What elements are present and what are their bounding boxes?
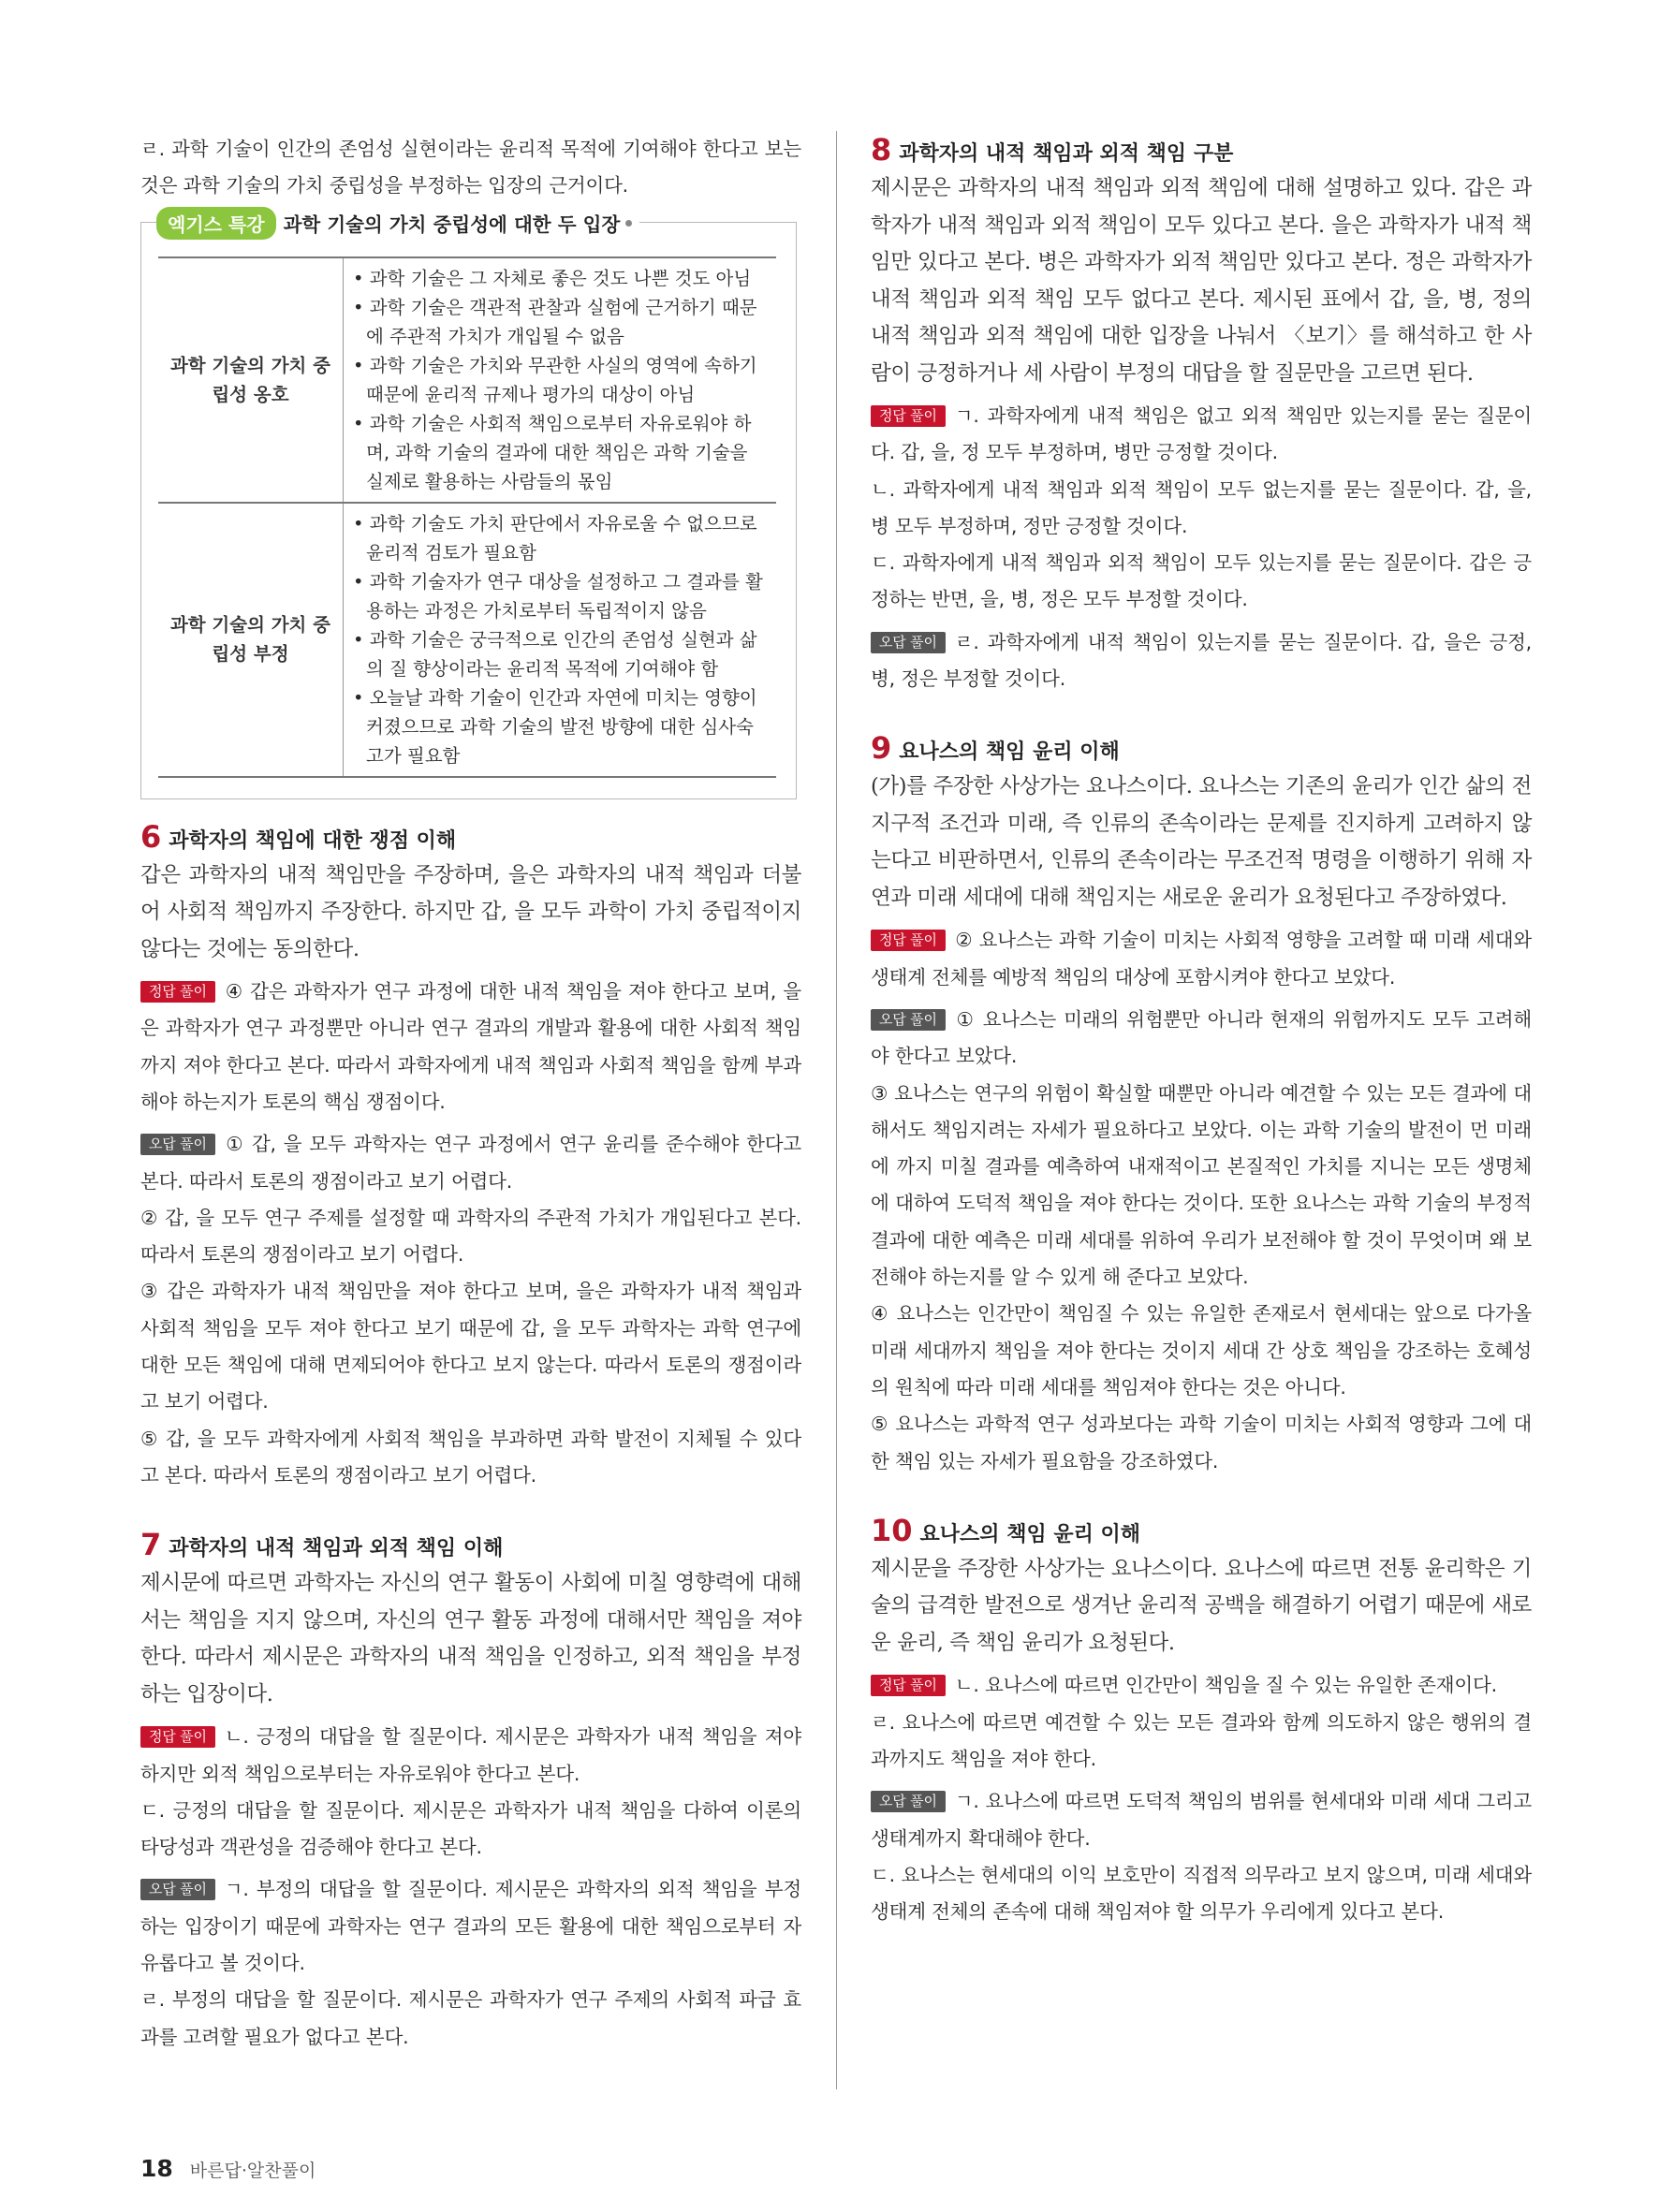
- list-item: • 과학 기술은 객관적 관찰과 실험에 근거하기 때문에 주관적 가치가 개입될 수 없음: [353, 296, 757, 347]
- q6-heading: [140, 818, 801, 856]
- q7-number: 7: [140, 1527, 162, 1563]
- q8-body: 제시문은 과학자의 내적 책임과 외적 책임에 대해 설명하고 있다. 갑은 과학자가 내적 책임과 외적 책임이 모두 있다고 본다. 을은 과학자가 내적 책임만 있다고 본다. 병은 과학자가 외적 책임만 있다고 본다. 정은 과학자가 내적 책임과 외적 책임 모두 없다고 본다. 제시된 표에서 갑, 을, 병, 정의 내적 책임과 외적 책임에 대한 입장을 나눠서 〈보기〉를 해석하고 한 사람이 긍정하거나 세 사람이 부정의 대답을 할 질문만을 고르면 된다.: [871, 176, 1532, 386]
- q8-title: 과학자의 내적 책임과 외적 책임 구분: [899, 142, 1234, 166]
- wrong-badge: 오답 풀이: [871, 1791, 946, 1812]
- q6-number: 6: [140, 818, 162, 855]
- q9-title: 요나스의 책임 윤리 이해: [899, 740, 1120, 765]
- list-item: • 과학 기술은 궁극적으로 인간의 존엄성 실현과 삶의 질 향상이라는 윤리적 목적에 기여해야 함: [353, 628, 757, 680]
- q10-correct: [871, 1667, 1532, 1704]
- q9-wrong-item: ⑤ 요나스는 과학적 연구 성과보다는 과학 기술이 미치는 사회적 영향과 그에 대한 책임 있는 자세가 필요함을 강조하였다.: [871, 1413, 1532, 1472]
- list-item: • 과학 기술은 그 자체로 좋은 것도 나쁜 것도 아님: [353, 267, 752, 289]
- page-footer: [140, 2155, 316, 2182]
- list-item: • 과학 기술도 가치 판단에서 자유로울 수 없으므로 윤리적 검토가 필요함: [353, 512, 757, 564]
- extra-lecture-title: 과학 기술의 가치 중립성에 대한 두 입장: [283, 213, 621, 237]
- q10-body: 제시문을 주장한 사상가는 요나스이다. 요나스에 따르면 전통 윤리학은 기술의 급격한 발전으로 생겨난 윤리적 공백을 해결하기 어렵기 때문에 새로운 윤리, 즉 책임 윤리가 요청된다.: [871, 1556, 1532, 1655]
- left-column: [140, 131, 801, 2056]
- table-row: [158, 257, 776, 503]
- q6-correct-text: ④ 갑은 과학자가 연구 과정에 대한 내적 책임을 져야 한다고 보며, 을은 과학자가 연구 과정뿐만 아니라 연구 결과의 개발과 활용에 대한 사회적 책임까지 져야 한다고 본다. 따라서 과학자에게 내적 책임과 사회적 책임을 함께 부과해야 하는지가 토론의 핵심 쟁점이다.: [140, 980, 801, 1113]
- wrong-badge: 오답 풀이: [871, 1009, 946, 1031]
- list-item: • 오늘날 과학 기술이 인간과 자연에 미치는 영향이 커졌으므로 과학 기술의 발전 방향에 대한 심사숙고가 필요함: [353, 686, 757, 767]
- q6-wrong: [140, 1126, 801, 1200]
- q9-correct: [871, 922, 1532, 996]
- spacer: [871, 1480, 1532, 1512]
- q8-correct-text: ㄱ. 과학자에게 내적 책임은 없고 외적 책임만 있는지를 묻는 질문이다. 갑, 을, 정 모두 부정하며, 병만 긍정할 것이다.: [871, 404, 1532, 464]
- extra-lecture-header: [156, 207, 639, 240]
- q6-title: 과학자의 책임에 대한 쟁점 이해: [169, 828, 457, 853]
- q8-correct: [871, 398, 1532, 472]
- right-column: [871, 131, 1532, 1930]
- q8-number: 8: [871, 132, 892, 168]
- q7-wrong-text: ㄱ. 부정의 대답을 할 질문이다. 제시문은 과학자의 외적 책임을 부정하는 입장이기 때문에 과학자는 연구 결과의 모든 활용에 대한 책임으로부터 자유롭다고 볼 것이다.: [140, 1878, 801, 1975]
- extra-lecture-badge: 엑기스 특강: [156, 207, 276, 240]
- q8-heading: [871, 131, 1532, 168]
- q9-wrong-item: ④ 요나스는 인간만이 책임질 수 있는 유일한 존재로서 현세대는 앞으로 다가올 미래 세대까지 책임을 져야 한다는 것이지 세대 간 상호 책임을 강조하는 호혜성의 원칙에 따라 미래 세대를 책임져야 한다는 것은 아니다.: [871, 1302, 1532, 1399]
- q9-body: (가)를 주장한 사상가는 요나스이다. 요나스는 기존의 윤리가 인간 삶의 전 지구적 조건과 미래, 즉 인류의 존속이라는 문제를 진지하게 고려하지 않는다고 비판하면서, 인류의 존속이라는 무조건적 명령을 이행하기 위해 자연과 미래 세대에 대해 책임지는 새로운 윤리가 요청된다고 주장하였다.: [871, 774, 1532, 910]
- q8-wrong-text: ㄹ. 과학자에게 내적 책임이 있는지를 묻는 질문이다. 갑, 을은 긍정, 병, 정은 부정할 것이다.: [871, 630, 1532, 691]
- q9-wrong: [871, 1002, 1532, 1076]
- correct-badge: 정답 풀이: [871, 1675, 946, 1696]
- correct-badge: 정답 풀이: [140, 981, 215, 1003]
- column-divider: [836, 131, 837, 2089]
- q10-correct-text: ㄴ. 요나스에 따르면 인간만이 책임을 질 수 있는 유일한 존재이다.: [954, 1674, 1497, 1697]
- row-items: [344, 257, 777, 503]
- wrong-badge: 오답 풀이: [140, 1879, 215, 1900]
- q6-body: 갑은 과학자의 내적 책임만을 주장하며, 을은 과학자의 내적 책임과 더불어 사회적 책임까지 주장한다. 하지만 갑, 을 모두 과학이 가치 중립적이지 않다는 것에는 동의한다.: [140, 862, 801, 961]
- row-label: 과학 기술의 가치 중립성 옹호: [158, 257, 344, 503]
- q7-correct-text: ㄴ. 긍정의 대답을 할 질문이다. 제시문은 과학자가 내적 책임을 져야 하지만 외적 책임으로부터는 자유로워야 한다고 본다.: [140, 1725, 801, 1785]
- list-item: • 과학 기술은 사회적 책임으로부터 자유로워야 하며, 과학 기술의 결과에 대한 책임은 과학 기술을 실제로 활용하는 사람들의 몫임: [353, 412, 752, 492]
- q6-wrong-item: ⑤ 갑, 을 모두 과학자에게 사회적 책임을 부과하면 과학 발전이 지체될 수 있다고 본다. 따라서 토론의 쟁점이라고 보기 어렵다.: [140, 1427, 801, 1487]
- bullet-dot-icon: [625, 220, 632, 227]
- page-number: 18: [140, 2155, 173, 2182]
- q7-title: 과학자의 내적 책임과 외적 책임 이해: [169, 1537, 504, 1561]
- q6-wrong-text: ① 갑, 을 모두 과학자는 연구 과정에서 연구 윤리를 준수해야 한다고 본다. 따라서 토론의 쟁점이라고 보기 어렵다.: [140, 1133, 801, 1193]
- spacer: [140, 1494, 801, 1526]
- q6-correct: [140, 974, 801, 1121]
- table-row: [158, 503, 776, 777]
- value-neutrality-table: [158, 256, 776, 778]
- q8-correct-item: ㄴ. 과학자에게 내적 책임과 외적 책임이 모두 없는지를 묻는 질문이다. 갑, 을, 병 모두 부정하며, 정만 긍정할 것이다.: [871, 477, 1532, 537]
- list-item: • 과학 기술자가 연구 대상을 설정하고 그 결과를 활용하는 과정은 가치로부터 독립적이지 않음: [353, 570, 763, 622]
- correct-badge: 정답 풀이: [871, 930, 946, 951]
- q7-correct: [140, 1719, 801, 1793]
- q10-correct-item: ㄹ. 요나스에 따르면 예견할 수 있는 모든 결과와 함께 의도하지 않은 행위의 결과까지도 책임을 져야 한다.: [871, 1710, 1532, 1770]
- q9-number: 9: [871, 730, 892, 767]
- spacer: [871, 697, 1532, 729]
- q7-body: 제시문에 따르면 과학자는 자신의 연구 활동이 사회에 미칠 영향력에 대해서는 책임을 지지 않으며, 자신의 연구 활동 과정에 대해서만 책임을 져야 한다. 따라서 제시문은 과학자의 내적 책임을 인정하고, 외적 책임을 부정하는 입장이다.: [140, 1571, 801, 1707]
- q9-wrong-item: ③ 요나스는 연구의 위험이 확실할 때뿐만 아니라 예견할 수 있는 모든 결과에 대해서도 책임지려는 자세가 필요하다고 보았다. 이는 과학 기술의 발전이 먼 미래에 까지 미칠 결과를 예측하여 내재적이고 본질적인 가치를 지니는 모든 생명체에 대하여 도덕적 책임을 져야 한다는 것이다. 또한 요나스는 과학 기술의 부정적 결과에 대한 예측은 미래 세대를 위하여 우리가 보전해야 할 것이 무엇이며 왜 보전해야 하는지를 알 수 있게 해 준다고 보았다.: [871, 1081, 1532, 1289]
- book-title: 바른답·알찬풀이: [189, 2161, 316, 2181]
- q10-wrong: [871, 1783, 1532, 1857]
- q7-heading: [140, 1526, 801, 1563]
- q9-heading: [871, 729, 1532, 767]
- q10-wrong-item: ㄷ. 요나스는 현세대의 이익 보호만이 직접적 의무라고 보지 않으며, 미래 세대와 생태계 전체의 존속에 대해 책임져야 할 의무가 우리에게 있다고 본다.: [871, 1863, 1532, 1924]
- q8-correct-item: ㄷ. 과학자에게 내적 책임과 외적 책임이 모두 있는지를 묻는 질문이다. 갑은 긍정하는 반면, 을, 병, 정은 모두 부정할 것이다.: [871, 551, 1532, 611]
- q10-wrong-text: ㄱ. 요나스에 따르면 도덕적 책임의 범위를 현세대와 미래 세대 그리고 생태계까지 확대해야 한다.: [871, 1790, 1532, 1850]
- wrong-badge: 오답 풀이: [140, 1134, 215, 1155]
- list-item: • 과학 기술은 가치와 무관한 사실의 영역에 속하기 때문에 윤리적 규제나 평가의 대상이 아님: [353, 354, 757, 405]
- q9-correct-text: ② 요나스는 과학 기술이 미치는 사회적 영향을 고려할 때 미래 세대와 생태계 전체를 예방적 책임의 대상에 포함시켜야 한다고 보았다.: [871, 929, 1532, 989]
- wrong-badge: 오답 풀이: [871, 632, 946, 653]
- q6-wrong-item: ② 갑, 을 모두 연구 주제를 설정할 때 과학자의 주관적 가치가 개입된다고 본다. 따라서 토론의 쟁점이라고 보기 어렵다.: [140, 1206, 801, 1267]
- q9-wrong-text: ① 요나스는 미래의 위험뿐만 아니라 현재의 위험까지도 모두 고려해야 한다고 보았다.: [871, 1007, 1532, 1068]
- q10-title: 요나스의 책임 윤리 이해: [919, 1522, 1141, 1546]
- q8-wrong: [871, 624, 1532, 698]
- q10-number: 10: [871, 1512, 913, 1548]
- extra-lecture-box: [140, 212, 797, 799]
- q7-correct-item: ㄷ. 긍정의 대답을 할 질문이다. 제시문은 과학자가 내적 책임을 다하여 이론의 타당성과 객관성을 검증해야 한다고 본다.: [140, 1798, 801, 1859]
- q7-wrong: [140, 1871, 801, 1982]
- correct-badge: 정답 풀이: [871, 405, 946, 427]
- q7-wrong-item: ㄹ. 부정의 대답을 할 질문이다. 제시문은 과학자가 연구 주제의 사회적 파급 효과를 고려할 필요가 없다고 본다.: [140, 1988, 801, 2048]
- q10-heading: [871, 1512, 1532, 1549]
- row-items: [344, 503, 777, 777]
- correct-badge: 정답 풀이: [140, 1726, 215, 1748]
- row-label: 과학 기술의 가치 중립성 부정: [158, 503, 344, 777]
- q6-wrong-item: ③ 갑은 과학자가 내적 책임만을 져야 한다고 보며, 을은 과학자가 내적 책임과 사회적 책임을 모두 져야 한다고 보기 때문에 갑, 을 모두 과학자는 과학 연구에 대한 모든 책임에 대해 면제되어야 한다고 보지 않는다. 따라서 토론의 쟁점이라고 보기 어렵다.: [140, 1280, 801, 1414]
- intro-text: ㄹ. 과학 기술이 인간의 존엄성 실현이라는 윤리적 목적에 기여해야 한다고 보는 것은 과학 기술의 가치 중립성을 부정하는 입장의 근거이다.: [140, 138, 801, 198]
